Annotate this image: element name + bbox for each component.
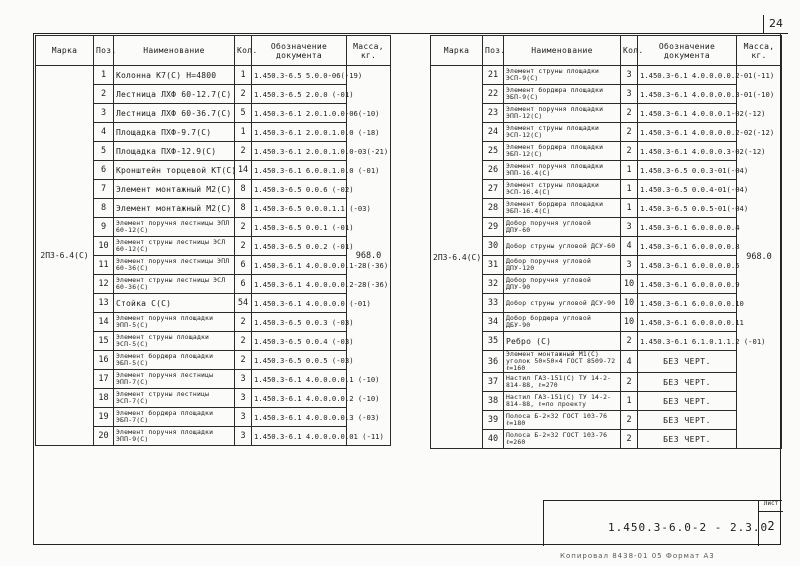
position-cell: 7: [94, 180, 114, 199]
position-cell: 16: [94, 351, 114, 370]
quantity-cell: 10: [621, 275, 638, 294]
position-cell: 20: [94, 427, 114, 446]
document-code: 1.450.3-6.0-2 - 2.3.0: [608, 521, 769, 534]
document-cell: 1.450.3-6.5 0.0.3 (-03): [252, 313, 347, 332]
spec-body-right: [431, 66, 782, 449]
spec-table-left: [35, 35, 391, 446]
position-cell: 23: [483, 104, 504, 123]
name-cell: Ребро (С): [504, 332, 621, 351]
document-cell: 1.450.3-6.1 4.0.0.0.0 (-01): [252, 294, 347, 313]
spec-body-left: [36, 66, 391, 446]
name-cell: Элемент струны площадки ЭСП-5(С): [114, 332, 235, 351]
header-doc: Обозначение документа: [638, 36, 737, 66]
sheet-cell: [758, 501, 783, 546]
quantity-cell: 4: [621, 237, 638, 256]
header-name: Наименование: [114, 36, 235, 66]
document-cell: 1.450.3-6.5 5.0.0-06(-19): [252, 66, 347, 85]
quantity-cell: 2: [621, 332, 638, 351]
name-cell: Настил ГАЗ-151(С) ТУ 14-2-814-88, ℓ=по проекту: [504, 392, 621, 411]
position-cell: 8: [94, 199, 114, 218]
name-cell: Элемент струны лестницы ЭСП-7(С): [114, 389, 235, 408]
name-cell: Элемент поручня площадки ЭПП-12(С): [504, 104, 621, 123]
quantity-cell: 2: [621, 430, 638, 449]
document-cell: 1.450.3-6.1 4.0.0.0.0.3 (-03): [252, 408, 347, 427]
name-cell: Площадка ПХФ-12.9(С): [114, 142, 235, 161]
name-cell: Элемент бордюра площадки ЭБП-16.4(С): [504, 199, 621, 218]
table-row: [431, 180, 782, 199]
quantity-cell: 3: [235, 370, 252, 389]
document-cell: 1.450.3-6.5 0.0.5 (-03): [252, 351, 347, 370]
table-row: [431, 199, 782, 218]
document-cell: 1.450.3-6.5 0.0.5-01(-04): [638, 199, 737, 218]
spec-table-right: [430, 35, 782, 449]
position-cell: 9: [94, 218, 114, 237]
position-cell: 29: [483, 218, 504, 237]
quantity-cell: 2: [621, 411, 638, 430]
name-cell: Элемент бордюра площадки ЭБП-12(С): [504, 142, 621, 161]
mass-cell: 968.0: [347, 66, 391, 446]
name-cell: Добор струны угловой ДСУ-90: [504, 294, 621, 313]
document-cell: БЕЗ ЧЕРТ.: [638, 411, 737, 430]
document-cell: 1.450.3-6.1 4.0.0.0.0.2-01(-11): [638, 66, 737, 85]
quantity-cell: 14: [235, 161, 252, 180]
sheet-divider: [759, 511, 783, 512]
position-cell: 1: [94, 66, 114, 85]
page-number: 24: [763, 15, 788, 34]
quantity-cell: 1: [621, 392, 638, 411]
position-cell: 18: [94, 389, 114, 408]
document-cell: 1.450.3-6.1 4.0.0.0.1-02(-12): [638, 104, 737, 123]
quantity-cell: 3: [621, 218, 638, 237]
header-pos: Поз.: [483, 36, 504, 66]
document-cell: 1.450.3-6.1 6.0.0.0.0.5: [638, 256, 737, 275]
position-cell: 14: [94, 313, 114, 332]
position-cell: 39: [483, 411, 504, 430]
quantity-cell: 2: [621, 142, 638, 161]
position-cell: 30: [483, 237, 504, 256]
document-cell: 1.450.3-6.1 2.0.0.1.0.0 (-18): [252, 123, 347, 142]
name-cell: Добор поручня угловой ДПУ-90: [504, 275, 621, 294]
table-row: [431, 392, 782, 411]
quantity-cell: 3: [621, 66, 638, 85]
name-cell: Элемент струны площадки ЭСП-12(С): [504, 123, 621, 142]
document-cell: 1.450.3-6.1 6.0.0.1.0.0 (-01): [252, 161, 347, 180]
name-cell: Полоса Б-2×32 ГОСТ 103-76 ℓ=260: [504, 430, 621, 449]
document-cell: 1.450.3-6.5 0.0.4-01(-04): [638, 180, 737, 199]
name-cell: Настил ГАЗ-151(С) ТУ 14-2-814-88, ℓ=270: [504, 373, 621, 392]
document-cell: 1.450.3-6.5 0.0.0.1.1 (-03): [252, 199, 347, 218]
quantity-cell: 3: [621, 256, 638, 275]
position-cell: 38: [483, 392, 504, 411]
position-cell: 2: [94, 85, 114, 104]
quantity-cell: 10: [621, 313, 638, 332]
document-cell: БЕЗ ЧЕРТ.: [638, 430, 737, 449]
quantity-cell: 3: [235, 427, 252, 446]
title-block: [543, 500, 782, 546]
position-cell: 35: [483, 332, 504, 351]
name-cell: Добор бордюра угловой ДБУ-90: [504, 313, 621, 332]
position-cell: 21: [483, 66, 504, 85]
document-cell: 1.450.3-6.1 6.0.0.0.0.8: [638, 237, 737, 256]
document-cell: 1.450.3-6.1 4.0.0.0.3-02(-12): [638, 142, 737, 161]
table-row: [431, 294, 782, 313]
position-cell: 17: [94, 370, 114, 389]
position-cell: 28: [483, 199, 504, 218]
header-mark: Марка: [431, 36, 483, 66]
document-cell: БЕЗ ЧЕРТ.: [638, 351, 737, 373]
quantity-cell: 1: [621, 180, 638, 199]
name-cell: Элемент струны площадки ЭСП-16.4(С): [504, 180, 621, 199]
document-cell: 1.450.3-6.1 4.0.0.0.0.1-28(-36): [252, 256, 347, 275]
quantity-cell: 1: [235, 66, 252, 85]
header-qty: Кол.: [621, 36, 638, 66]
table-row: [431, 218, 782, 237]
quantity-cell: 2: [235, 332, 252, 351]
header-qty: Кол.: [235, 36, 252, 66]
document-cell: 1.450.3-6.1 4.0.0.0.0.3-01(-10): [638, 85, 737, 104]
document-cell: 1.450.3-6.1 4.0.0.0.0.2-02(-12): [638, 123, 737, 142]
position-cell: 32: [483, 275, 504, 294]
quantity-cell: 2: [235, 142, 252, 161]
position-cell: 27: [483, 180, 504, 199]
sheet-number: 2: [767, 519, 775, 533]
document-cell: 1.450.3-6.5 0.0.3-01(-04): [638, 161, 737, 180]
quantity-cell: 5: [235, 104, 252, 123]
table-row: [431, 313, 782, 332]
position-cell: 25: [483, 142, 504, 161]
quantity-cell: 2: [235, 351, 252, 370]
position-cell: 36: [483, 351, 504, 373]
quantity-cell: 8: [235, 199, 252, 218]
position-cell: 15: [94, 332, 114, 351]
name-cell: Элемент струны лестницы ЭСЛ 60-12(С): [114, 237, 235, 256]
position-cell: 40: [483, 430, 504, 449]
position-cell: 34: [483, 313, 504, 332]
mark-cell: 2ПЗ-6.4(С): [36, 66, 94, 446]
position-cell: 12: [94, 275, 114, 294]
quantity-cell: 2: [235, 85, 252, 104]
name-cell: Лестница ЛХФ 60-12.7(С): [114, 85, 235, 104]
position-cell: 33: [483, 294, 504, 313]
name-cell: Элемент поручня площадки ЭПП-9(С): [114, 427, 235, 446]
name-cell: Элемент бордюра площадки ЭБП-7(С): [114, 408, 235, 427]
position-cell: 11: [94, 256, 114, 275]
position-cell: 3: [94, 104, 114, 123]
quantity-cell: 1: [621, 199, 638, 218]
table-row: [431, 332, 782, 351]
name-cell: Элемент поручня лестницы ЭПЛ 60-36(С): [114, 256, 235, 275]
document-cell: 1.450.3-6.1 4.0.0.0.0.01 (-11): [252, 427, 347, 446]
position-cell: 22: [483, 85, 504, 104]
quantity-cell: 3: [621, 85, 638, 104]
name-cell: Кронштейн торцевой КТ(С): [114, 161, 235, 180]
table-row: [431, 123, 782, 142]
name-cell: Элемент монтажный М2(С): [114, 180, 235, 199]
name-cell: Элемент поручня лестницы ЭПП-7(С): [114, 370, 235, 389]
header-mass: Масса, кг.: [347, 36, 391, 66]
name-cell: Полоса Б-2×32 ГОСТ 103-76 ℓ=180: [504, 411, 621, 430]
table-row: [431, 256, 782, 275]
document-cell: 1.450.3-6.1 2.0.1.0.0-06(-10): [252, 104, 347, 123]
table-row: [431, 373, 782, 392]
document-cell: 1.450.3-6.1 6.0.0.0.0.4: [638, 218, 737, 237]
table-row: [431, 275, 782, 294]
position-cell: 4: [94, 123, 114, 142]
footer-note: Копировал 8438-01 05 Формат А3: [560, 552, 715, 560]
quantity-cell: 3: [235, 389, 252, 408]
position-cell: 24: [483, 123, 504, 142]
name-cell: Элемент бордюра площадки ЭБП-9(С): [504, 85, 621, 104]
document-cell: 1.450.3-6.5 0.0.1 (-01): [252, 218, 347, 237]
table-row: [431, 85, 782, 104]
table-row: [431, 237, 782, 256]
document-cell: 1.450.3-6.5 0.0.2 (-01): [252, 237, 347, 256]
position-cell: 19: [94, 408, 114, 427]
name-cell: Колонна К7(С) Н=4800: [114, 66, 235, 85]
document-cell: 1.450.3-6.1 4.0.0.0.0.2-28(-36): [252, 275, 347, 294]
quantity-cell: 1: [235, 123, 252, 142]
position-cell: 26: [483, 161, 504, 180]
header-pos: Поз.: [94, 36, 114, 66]
quantity-cell: 2: [621, 373, 638, 392]
document-cell: 1.450.3-6.1 6.0.0.0.0.9: [638, 275, 737, 294]
name-cell: Стойка С(С): [114, 294, 235, 313]
table-row: [431, 430, 782, 449]
table-row: [431, 142, 782, 161]
quantity-cell: 54: [235, 294, 252, 313]
quantity-cell: 8: [235, 180, 252, 199]
name-cell: Добор поручня угловой ДПУ-120: [504, 256, 621, 275]
position-cell: 10: [94, 237, 114, 256]
quantity-cell: 3: [235, 408, 252, 427]
quantity-cell: 6: [235, 275, 252, 294]
header-name: Наименование: [504, 36, 621, 66]
table-row: [431, 161, 782, 180]
position-cell: 37: [483, 373, 504, 392]
name-cell: Элемент бордюра площадки ЭБП-5(С): [114, 351, 235, 370]
mark-cell: 2ПЗ-6.4(С): [431, 66, 483, 449]
position-cell: 6: [94, 161, 114, 180]
table-row: [36, 66, 391, 85]
position-cell: 31: [483, 256, 504, 275]
document-cell: 1.450.3-6.1 6.1.0.1.1.2 (-01): [638, 332, 737, 351]
name-cell: Элемент струны площадки ЭСП-9(С): [504, 66, 621, 85]
table-row: [431, 411, 782, 430]
document-cell: 1.450.3-6.1 6.0.0.0.0.10: [638, 294, 737, 313]
quantity-cell: 2: [621, 104, 638, 123]
document-cell: 1.450.3-6.5 0.0.4 (-03): [252, 332, 347, 351]
name-cell: Площадка ПХФ-9.7(С): [114, 123, 235, 142]
name-cell: Элемент монтажный М1(С) уголок 50×50×4 ГОСТ 8509-72 ℓ=160: [504, 351, 621, 373]
document-cell: 1.450.3-6.5 0.0.6 (-02): [252, 180, 347, 199]
document-cell: 1.450.3-6.1 2.0.0.1.0.0-03(-21): [252, 142, 347, 161]
name-cell: Добор струны угловой ДСУ-60: [504, 237, 621, 256]
name-cell: Элемент поручня площадки ЭПП-5(С): [114, 313, 235, 332]
document-cell: 1.450.3-6.1 4.0.0.0.0.1 (-10): [252, 370, 347, 389]
header-mark: Марка: [36, 36, 94, 66]
quantity-cell: 2: [621, 123, 638, 142]
name-cell: Элемент поручня лестницы ЭПЛ 60-12(С): [114, 218, 235, 237]
table-row: [431, 351, 782, 373]
document-cell: 1.450.3-6.1 6.0.0.0.0.11: [638, 313, 737, 332]
quantity-cell: 2: [235, 218, 252, 237]
document-cell: БЕЗ ЧЕРТ.: [638, 373, 737, 392]
name-cell: Добор поручня угловой ДПУ-60: [504, 218, 621, 237]
name-cell: Элемент поручня площадки ЭПП-16.4(С): [504, 161, 621, 180]
document-cell: БЕЗ ЧЕРТ.: [638, 392, 737, 411]
quantity-cell: 2: [235, 237, 252, 256]
name-cell: Элемент струны лестницы ЭСЛ 60-36(С): [114, 275, 235, 294]
name-cell: Лестница ЛХФ 60-36.7(С): [114, 104, 235, 123]
document-cell: 1.450.3-6.1 4.0.0.0.0.2 (-10): [252, 389, 347, 408]
mass-cell: 968.0: [737, 66, 782, 449]
quantity-cell: 6: [235, 256, 252, 275]
table-row: [431, 66, 782, 85]
header-mass: Масса, кг.: [737, 36, 782, 66]
document-cell: 1.450.3-6.5 2.0.0 (-01): [252, 85, 347, 104]
header-doc: Обозначение документа: [252, 36, 347, 66]
name-cell: Элемент монтажный М2(С): [114, 199, 235, 218]
quantity-cell: 4: [621, 351, 638, 373]
position-cell: 5: [94, 142, 114, 161]
quantity-cell: 10: [621, 294, 638, 313]
quantity-cell: 2: [235, 313, 252, 332]
table-row: [431, 104, 782, 123]
position-cell: 13: [94, 294, 114, 313]
sheet-label: Лист: [763, 500, 779, 507]
quantity-cell: 1: [621, 161, 638, 180]
